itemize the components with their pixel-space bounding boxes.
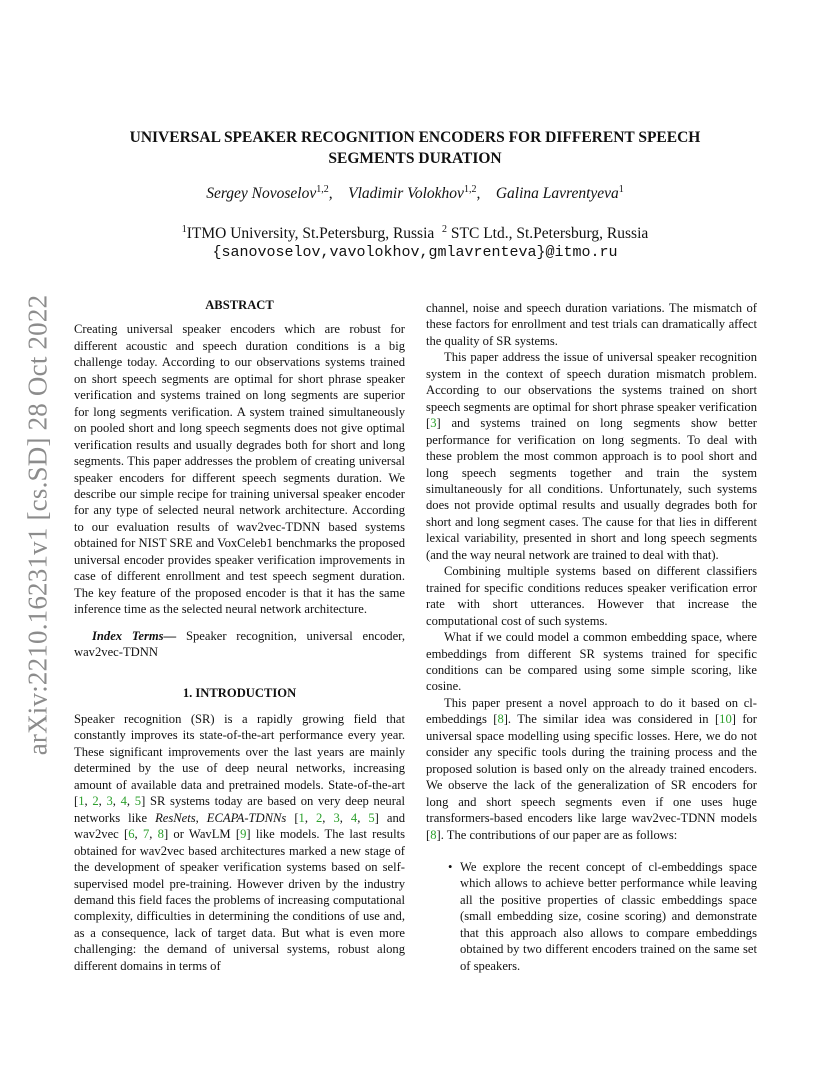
intro-heading: 1. INTRODUCTION bbox=[182, 685, 297, 700]
affiliations bbox=[95, 224, 735, 243]
text-run: ]. The similar idea was considered in [ bbox=[503, 712, 720, 727]
intro-paragraph-3 bbox=[426, 349, 757, 563]
citation-link[interactable]: 5 bbox=[368, 810, 375, 825]
title-line-2: SEGMENTS DURATION bbox=[328, 150, 502, 167]
citation-link[interactable]: 3 bbox=[333, 810, 340, 825]
abstract-text: Creating universal speaker encoders which are robust for different acoustic and speech duration conditions is a big challenge today. According to our observations systems trained on short speech segments are optimal for short phrase speaker verification and systems trained on long segments are superior for long segments verification. A system trained simultaneously on pooled short and long speech segments does not give optimal verification results and usually degrades both for short and long segments. This paper addresses the problem of creating universal speaker encoders for different speech segments duration. We describe our simple recipe for training universal speaker encoder for any type of selected neural network architecture. According to our evaluation results of wav2vec-TDNN based systems obtained for NIST SRE and VoxCeleb1 benchmarks the proposed universal encoder provides speaker verification improvements in case of different enrollment and test speech segment duration. The key feature of the proposed encoder is that it has the same inference time as the selected neural network architecture. bbox=[74, 322, 405, 617]
author-list: Sergey Novoselov$^{1,2}$, Vladimir Volokhov$^{1,2}$, Galina Lavrentyeva$^1$ bbox=[206, 184, 624, 203]
citation-link[interactable]: 10 bbox=[719, 712, 732, 727]
text-run: [ bbox=[286, 810, 299, 825]
arxiv-id: arXiv:2210.16231v1 [cs.SD] 28 Oct 2022 bbox=[22, 294, 53, 756]
index-terms-text: Speaker recognition, universal encoder, wav2vec-TDNN bbox=[74, 628, 405, 660]
affil-text: ITMO University, St.Petersburg, Russia bbox=[186, 225, 435, 243]
citation-link[interactable]: 9 bbox=[240, 827, 247, 842]
intro-paragraph-1: Speaker recognition (SR) is a rapidly growing field that constantly improves its state-of-the-art performance every year. These significant improvements over the last years are mainly determined by the use of deep neural networks, increasing amount of available data and pretrained models. State-of-the-art [1, 2, 3, 4, 5] SR systems today are based on very deep neural networks like ResNets, ECAPA-TDNNs [1, 2, 3, 4, 5] and wav2vec [6, 7, 8] or WavLM [9] like models. The last results obtained for wav2vec based architectures marked a new stage of the development of speaker verification systems based on self-supervised model pre-training. However driven by the industry demand this field faces the problems of increasing computational complexity, difficulties in determining the conditions of use and, as a consequence, lack of target data. But what is even more challenging: the demand of universal systems, robust along different domains in terms of bbox=[74, 711, 406, 973]
text-run: ECAPA-TDNNs bbox=[206, 810, 287, 825]
text-run: ]. The contributions of our paper are as follows: bbox=[436, 827, 678, 842]
arxiv-margin-stamp bbox=[18, 290, 58, 760]
intro-paragraph-4: Combining multiple systems based on different classifiers trained for specific conditions reduces speaker verification error rate with short utterances. However that increase the computational cost of such systems. bbox=[426, 564, 757, 628]
left-column bbox=[74, 297, 405, 974]
author-name: Sergey Novoselov bbox=[206, 185, 317, 203]
index-terms bbox=[74, 628, 405, 661]
citation-link[interactable]: 4 bbox=[350, 810, 358, 825]
citation-link[interactable]: 1 bbox=[78, 794, 85, 809]
text-run: This paper present a novel approach to do it based on cl-embeddings [ bbox=[426, 695, 757, 727]
text-run: ] like models. The last results obtained for wav2vec based architectures marked a new stage of the development of speaker verification systems based on self-supervised model pre-training. However driven by the industry demand this field faces the problems of increasing computational complexity, difficulties in determining the conditions of use and, as a consequence, lack of target data. But what is even more challenging: the demand of universal systems, robust along different domains in terms of bbox=[74, 827, 406, 973]
paper-title bbox=[95, 127, 735, 169]
abstract-heading: ABSTRACT bbox=[205, 298, 274, 312]
text-run: ] and systems trained on long segments show better performance for verification on long segments. To deal with these problem the most common approach is to pool short and long speech segments together and train the system simultaneously for all conditions. Unfortunately, such systems does not provide optimal results and usually degrades both for short and long segment cases. The cause for that lies in different lexical variability, presented in short and long speech segments (and the way neural network are trained to deal with that). bbox=[426, 416, 757, 562]
author-affil-sup: 1 bbox=[618, 184, 624, 195]
citation-link[interactable]: 2 bbox=[316, 810, 323, 825]
intro-paragraph-5: What if we could model a common embedding space, where embeddings from different SR systems trained for specific conditions can be compared using some simple scoring, like cosine. bbox=[426, 630, 757, 694]
citation-link[interactable]: 4 bbox=[120, 794, 127, 809]
affil-sup: 1 bbox=[181, 224, 187, 235]
text-run: ] for universal space modelling using specific losses. Here, we do not consider any specific tools during the training process and the proposed solution is based only on the already trained encoders. We observe the lack of the generalization of SR encoders for long and short speech segments even if one uses huge transformers-based encoders like large wav2vec-TDNN models [ bbox=[426, 712, 758, 842]
citation-link[interactable]: 1 bbox=[298, 810, 305, 825]
citation-link[interactable]: 7 bbox=[142, 827, 150, 842]
bullet-icon: • bbox=[448, 859, 453, 874]
citation-link[interactable]: 3 bbox=[106, 794, 113, 809]
index-terms-label: Index Terms— bbox=[92, 628, 177, 643]
text-run: Speaker recognition (SR) is a rapidly growing field that constantly improves its state-of-the-art performance every year. These significant improvements over the last years are mainly determined by the use of deep neural networks, increasing amount of available data and pretrained models. State-of-the-art [ bbox=[74, 711, 405, 809]
citation-link[interactable]: 6 bbox=[128, 827, 135, 842]
author-name: Galina Lavrentyeva bbox=[495, 185, 619, 203]
affil-text: STC Ltd., St.Petersburg, Russia bbox=[450, 225, 649, 243]
text-run: This paper address the issue of universal speaker recognition system in the context of speech duration mismatch problem. According to our observations the systems trained on short speech segments are optimal for short phrase speaker verification [ bbox=[426, 350, 757, 431]
citation-link[interactable]: 3 bbox=[430, 416, 437, 431]
title-line-1: UNIVERSAL SPEAKER RECOGNITION ENCODERS FOR DIFFERENT SPEECH bbox=[129, 129, 701, 146]
citation-link[interactable]: 2 bbox=[92, 794, 99, 809]
text-run: , bbox=[195, 810, 207, 825]
author-emails: {sanovoselov,vavolokhov,gmlavrenteva}@itmo.ru bbox=[212, 244, 618, 261]
citation-link[interactable]: 8 bbox=[497, 712, 504, 727]
contribution-list-item bbox=[426, 859, 757, 974]
right-column bbox=[426, 300, 757, 974]
text-run: ] and wav2vec [ bbox=[74, 810, 406, 842]
text-run: ] SR systems today are based on very deep neural networks like bbox=[74, 794, 406, 825]
intro-paragraph-2: channel, noise and speech duration variations. The mismatch of these factors for enrollment and test trials can dramatically affect the quality of SR systems. bbox=[426, 301, 757, 348]
citation-link[interactable]: 8 bbox=[157, 827, 164, 842]
citation-link[interactable]: 5 bbox=[134, 794, 142, 809]
contribution-text: We explore the recent concept of cl-embeddings space which allows to achieve better performance while leaving all the positive properties of classic embeddings space (small embedding size, cosine scoring) and demonstrate that this approach also allows to compare embeddings obtained by two different encoders trained on the same set of speakers. bbox=[460, 859, 757, 973]
text-run: ResNets bbox=[155, 810, 196, 825]
citation-link[interactable]: 8 bbox=[430, 827, 437, 842]
author-affil-sup: 1,2 bbox=[316, 184, 329, 195]
author-name: Vladimir Volokhov bbox=[348, 185, 464, 203]
intro-paragraph-6 bbox=[426, 695, 757, 843]
author-affil-sup: 1,2 bbox=[463, 184, 477, 195]
text-run: ] or WavLM [ bbox=[163, 827, 241, 842]
affil-sup: 2 bbox=[442, 224, 448, 235]
